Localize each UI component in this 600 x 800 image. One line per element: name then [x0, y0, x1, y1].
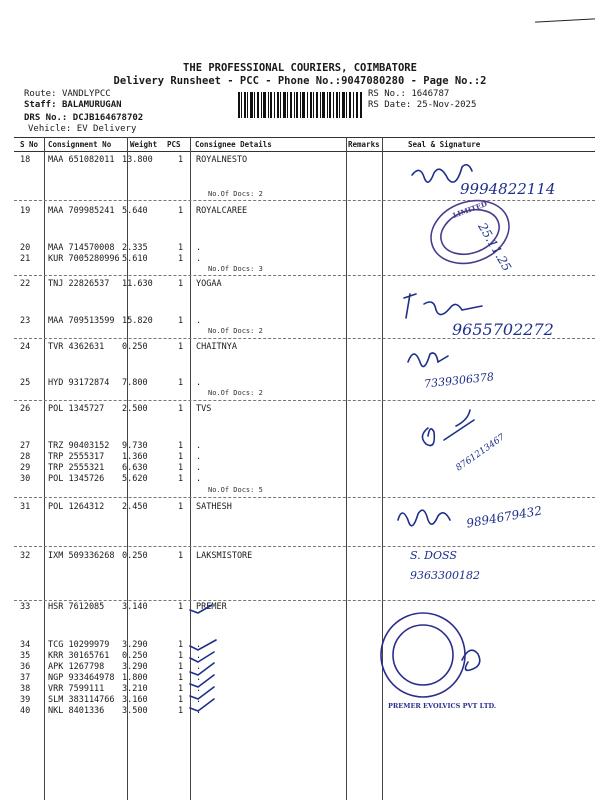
- vehicle-label: Vehicle:: [28, 124, 72, 134]
- signature-31: [398, 510, 450, 526]
- row-sno: 26: [20, 404, 31, 414]
- handwritten-phone-2: 9655702272: [452, 320, 554, 339]
- row-consignee: CHAITNYA: [196, 342, 237, 352]
- row-weight: 0.250: [122, 551, 148, 561]
- col-sno: S No: [20, 140, 39, 149]
- row-consignee: .: [196, 254, 202, 264]
- row-pcs: 1: [178, 640, 184, 650]
- docs-count: No.Of Docs: 5: [208, 486, 263, 494]
- row-consignment: POL 1264312: [48, 502, 105, 512]
- row-pcs: 1: [178, 254, 184, 264]
- row-weight: 13.800: [122, 155, 153, 165]
- row-pcs: 1: [178, 651, 184, 661]
- handwritten-phone-4: 9894679432: [465, 503, 543, 531]
- row-consignment: MAA 714570008: [48, 243, 115, 253]
- row-pcs: 1: [178, 463, 184, 473]
- row-sno: 23: [20, 316, 31, 326]
- row-consignee: ROYALNESTO: [196, 155, 248, 165]
- row-sno: 34: [20, 640, 31, 650]
- row-weight: 15.820: [122, 316, 153, 326]
- page-title: THE PROFESSIONAL COURIERS, COIMBATORE: [183, 62, 417, 74]
- staff-label: Staff:: [24, 100, 57, 110]
- row-consignment: NKL 8401336: [48, 706, 105, 716]
- row-sno: 19: [20, 206, 31, 216]
- row-sno: 25: [20, 378, 31, 388]
- row-consignment: TRP 2555317: [48, 452, 105, 462]
- row-sno: 22: [20, 279, 31, 289]
- row-pcs: 1: [178, 452, 184, 462]
- row-weight: 1.360: [122, 452, 148, 462]
- stamp-1-date: 25.11.25: [475, 220, 515, 274]
- row-consignment: SLM 383114766: [48, 695, 115, 705]
- row-sno: 20: [20, 243, 31, 253]
- signature-22: [404, 294, 482, 318]
- row-consignee: .: [196, 463, 202, 473]
- row-consignee: LAKSMISTORE: [196, 551, 253, 561]
- docs-count: No.Of Docs: 2: [208, 190, 263, 198]
- row-pcs: 1: [178, 662, 184, 672]
- row-pcs: 1: [178, 316, 184, 326]
- rs-no-label: RS No.:: [368, 89, 406, 99]
- row-pcs: 1: [178, 342, 184, 352]
- row-pcs: 1: [178, 279, 184, 289]
- row-sno: 38: [20, 684, 31, 694]
- row-weight: 3.290: [122, 640, 148, 650]
- row-consignment: TRZ 90403152: [48, 441, 110, 451]
- handwritten-phone-1: 9994822114: [460, 180, 556, 198]
- row-consignee: .: [196, 316, 202, 326]
- row-sno: 18: [20, 155, 31, 165]
- row-sno: 29: [20, 463, 31, 473]
- row-weight: 2.335: [122, 243, 148, 253]
- row-consignee: .: [196, 651, 202, 661]
- handwritten-phone-3: 7339306378: [423, 370, 495, 391]
- rs-date-value: 25-Nov-2025: [416, 100, 477, 110]
- row-consignment: IXM 509336268: [48, 551, 115, 561]
- drs-label: DRS No.:: [24, 113, 68, 123]
- docs-count: No.Of Docs: 2: [208, 327, 263, 335]
- row-pcs: 1: [178, 706, 184, 716]
- handwritten-note: 8761213467: [454, 432, 507, 474]
- col-consignee: Consignee Details: [195, 140, 272, 149]
- row-consignment: TNJ 22826537: [48, 279, 110, 289]
- row-sno: 39: [20, 695, 31, 705]
- row-pcs: 1: [178, 602, 184, 612]
- row-sno: 32: [20, 551, 31, 561]
- row-sno: 36: [20, 662, 31, 672]
- row-pcs: 1: [178, 684, 184, 694]
- row-pcs: 1: [178, 441, 184, 451]
- vehicle-value: EV Delivery: [76, 124, 137, 134]
- row-weight: 3.140: [122, 602, 148, 612]
- row-sno: 24: [20, 342, 31, 352]
- row-consignment: TCG 10299979: [48, 640, 110, 650]
- row-consignee: .: [196, 243, 202, 253]
- row-consignee: YOGAA: [196, 279, 222, 289]
- signature-24: [408, 353, 448, 367]
- row-consignment: TVR 4362631: [48, 342, 105, 352]
- row-sno: 30: [20, 474, 31, 484]
- row-pcs: 1: [178, 206, 184, 216]
- row-sno: 28: [20, 452, 31, 462]
- row-consignee: ROYALCAREE: [196, 206, 248, 216]
- route-label: Route:: [24, 89, 57, 99]
- stamp-1-text: LIMITED: [451, 199, 489, 220]
- row-consignee: .: [196, 684, 202, 694]
- row-pcs: 1: [178, 474, 184, 484]
- tick-marks: [190, 605, 216, 711]
- signature-26: [422, 410, 474, 446]
- row-weight: 3.210: [122, 684, 148, 694]
- row-sno: 40: [20, 706, 31, 716]
- row-weight: 3.500: [122, 706, 148, 716]
- row-pcs: 1: [178, 673, 184, 683]
- row-weight: 2.450: [122, 502, 148, 512]
- row-consignment: MAA 709985241: [48, 206, 115, 216]
- stamp-2: [381, 613, 465, 697]
- docs-count: No.Of Docs: 2: [208, 389, 263, 397]
- route-value: VANDLYPCC: [61, 89, 111, 99]
- row-consignee: TVS: [196, 404, 212, 414]
- rs-no-value: 1646787: [411, 89, 450, 99]
- row-consignment: HYD 93172874: [48, 378, 110, 388]
- row-pcs: 1: [178, 551, 184, 561]
- row-consignee: .: [196, 474, 202, 484]
- row-consignee: PREMER: [196, 602, 227, 612]
- row-consignee: .: [196, 378, 202, 388]
- row-weight: 9.730: [122, 441, 148, 451]
- row-consignee: .: [196, 662, 202, 672]
- row-weight: 5.620: [122, 474, 148, 484]
- row-sno: 37: [20, 673, 31, 683]
- row-weight: 11.630: [122, 279, 153, 289]
- rs-date-label: RS Date:: [368, 100, 412, 110]
- row-consignee: .: [196, 695, 202, 705]
- row-weight: 0.250: [122, 342, 148, 352]
- handwritten-phone-5: 9363300182: [410, 569, 480, 582]
- col-seal: Seal & Signature: [408, 140, 481, 149]
- row-sno: 31: [20, 502, 31, 512]
- row-consignment: POL 1345726: [48, 474, 105, 484]
- row-consignee: .: [196, 706, 202, 716]
- row-sno: 21: [20, 254, 31, 264]
- row-weight: 2.500: [122, 404, 148, 414]
- row-pcs: 1: [178, 502, 184, 512]
- col-consignment: Consignment No: [48, 140, 112, 149]
- row-pcs: 1: [178, 695, 184, 705]
- row-sno: 33: [20, 602, 31, 612]
- row-consignee: SATHESH: [196, 502, 232, 512]
- handwritten-name: S. DOSS: [410, 549, 457, 562]
- row-weight: 5.640: [122, 206, 148, 216]
- row-consignee: .: [196, 640, 202, 650]
- row-weight: 7.800: [122, 378, 148, 388]
- row-consignee: .: [196, 441, 202, 451]
- row-weight: 1.800: [122, 673, 148, 683]
- row-consignment: MAA 651082011: [48, 155, 115, 165]
- row-consignment: KRR 30165761: [48, 651, 110, 661]
- row-weight: 3.290: [122, 662, 148, 672]
- staff-value: BALAMURUGAN: [61, 100, 122, 110]
- row-consignment: HSR 7612085: [48, 602, 105, 612]
- row-consignment: APK 1267798: [48, 662, 105, 672]
- docs-count: No.Of Docs: 3: [208, 265, 263, 273]
- drs-value: DCJB164678702: [72, 113, 144, 123]
- row-consignment: POL 1345727: [48, 404, 105, 414]
- row-consignment: TRP 2555321: [48, 463, 105, 473]
- row-consignment: VRR 7599111: [48, 684, 105, 694]
- row-consignment: NGP 933464978: [48, 673, 115, 683]
- row-pcs: 1: [178, 155, 184, 165]
- row-consignee: .: [196, 673, 202, 683]
- row-consignee: .: [196, 452, 202, 462]
- row-pcs: 1: [178, 243, 184, 253]
- col-pcs: PCS: [167, 140, 181, 149]
- row-pcs: 1: [178, 404, 184, 414]
- row-consignment: KUR 7005280996: [48, 254, 120, 264]
- col-remarks: Remarks: [348, 140, 380, 149]
- row-consignment: MAA 709513599: [48, 316, 115, 326]
- row-sno: 35: [20, 651, 31, 661]
- row-pcs: 1: [178, 378, 184, 388]
- col-weight: Weight: [130, 140, 158, 149]
- row-weight: 5.610: [122, 254, 148, 264]
- row-weight: 3.160: [122, 695, 148, 705]
- row-weight: 6.630: [122, 463, 148, 473]
- stamp-2-text: PREMER EVOLVICS PVT LTD.: [388, 702, 497, 710]
- page-subtitle: Delivery Runsheet - PCC - Phone No.:9047080280 - Page No.:2: [113, 75, 487, 87]
- row-sno: 27: [20, 441, 31, 451]
- row-weight: 0.250: [122, 651, 148, 661]
